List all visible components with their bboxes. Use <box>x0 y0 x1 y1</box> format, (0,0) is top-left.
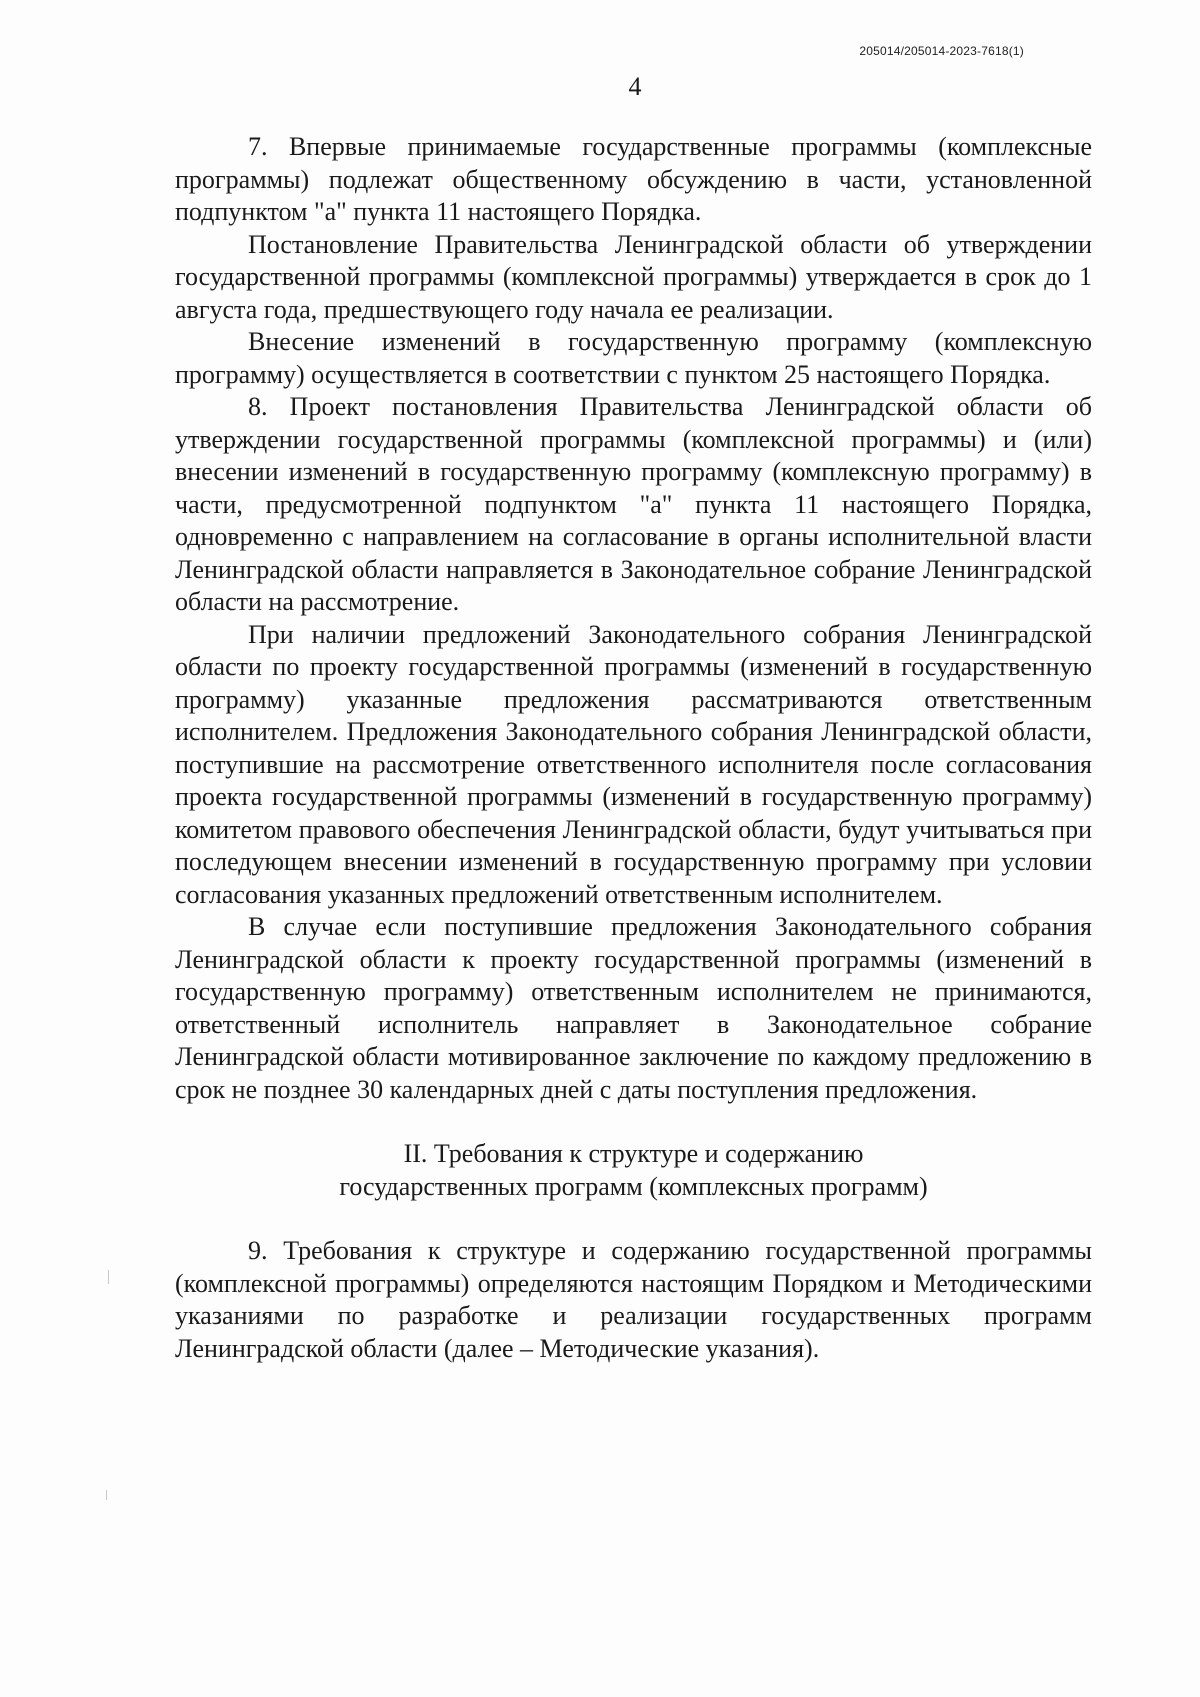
paragraph-8-rejection: В случае если поступившие предложения Законодательного собрания Ленинградской области к проекту государственной программы (изменений в государственную программу) ответственным исполнителем не принимаются, ответственный исполнитель направляет в Законодательное собрание Ленинградской области мотивированное заключение по каждому предложению в срок не позднее 30 календарных дней с даты поступления предложения. <box>175 912 1092 1104</box>
document-id: 205014/205014-2023-7618(1) <box>859 44 1024 58</box>
section-title-line-1: II. Требования к структуре и содержанию <box>403 1139 864 1168</box>
scan-artifact <box>108 1270 109 1284</box>
paragraph-7: 7. Впервые принимаемые государственные программы (комплексные программы) подлежат общественному обсуждению в части, установленной подпунктом "а" пункта 11 настоящего Порядка. <box>175 132 1092 226</box>
paragraph-7-approval: Постановление Правительства Ленинградской области об утверждении государственной программы (комплексной программы) утверждается в срок до 1 августа года, предшествующего году начала ее реализации. <box>175 229 1092 324</box>
paragraph-8: 8. Проект постановления Правительства Ленинградской области об утверждении государственной программы (комплексной программы) и (или) внесении изменений в государственную программу (комплексную программу) в части, предусмотренной подпунктом "а" пункта 11 настоящего Порядка, одновременно с направлением на согласование в органы исполнительной власти Ленинградской области направляется в Законодательное собрание Ленинградской области на рассмотрение. <box>175 392 1092 616</box>
paragraph-9: 9. Требования к структуре и содержанию государственной программы (комплексной программы) определяются настоящим Порядком и Методическими указаниями по разработке и реализации государственных программ Ленинградской области (далее – Методические указания). <box>175 1236 1092 1363</box>
document-body <box>175 131 1092 1365</box>
page-number: 4 <box>628 72 642 101</box>
paragraph-7-amendments: Внесение изменений в государственную программу (комплексную программу) осуществляется в соответствии с пунктом 25 настоящего Порядка. <box>175 327 1092 389</box>
scan-artifact <box>106 1490 107 1500</box>
section-title-line-2: государственных программ (комплексных программ) <box>339 1171 928 1201</box>
paragraph-8-proposals: При наличии предложений Законодательного собрания Ленинградской области по проекту государственной программы (изменений в государственную программу) указанные предложения рассматриваются ответственным исполнителем. Предложения Законодательного собрания Ленинградской области, поступившие на рассмотрение ответственного исполнителя после согласования проекта государственной программы (изменений в государственную программу) комитетом правового обеспечения Ленинградской области, будут учитываться при последующем внесении изменений в государственную программу при условии согласования указанных предложений ответственным исполнителем. <box>175 619 1092 909</box>
section-heading <box>175 1138 1092 1203</box>
